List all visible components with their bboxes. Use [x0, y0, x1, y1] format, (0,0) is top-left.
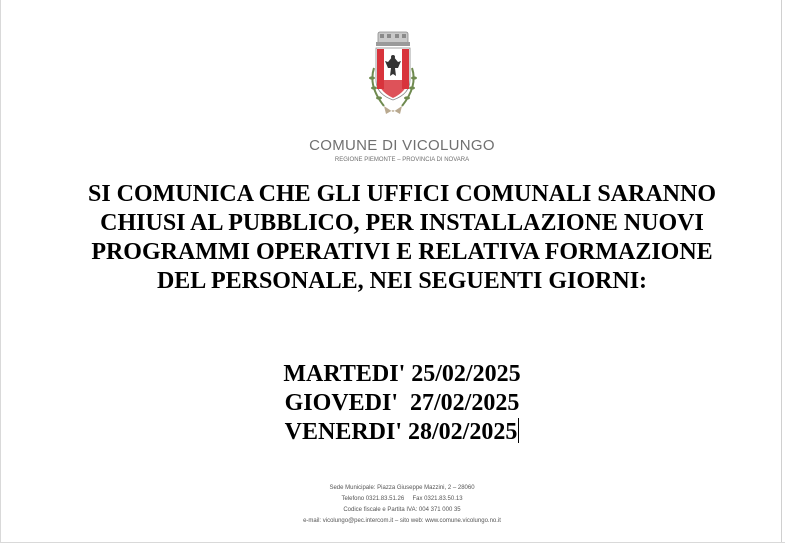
- page-edge: [0, 0, 1, 543]
- footer-phone-fax: Telefono 0321.83.51.26 Fax 0321.83.50.13: [341, 496, 463, 502]
- date-line-text: VENERDI' 28/02/2025: [284, 419, 518, 445]
- date-line: GIOVEDI' 27/02/2025: [284, 390, 520, 416]
- footer-email-website: e-mail: vicolungo@pec.intercom.it – sito web: www.comune.vicolungo.no.it: [303, 518, 501, 524]
- footer-contact-info: [0, 483, 785, 527]
- notice-line: CHIUSI AL PUBBLICO, PER INSTALLAZIONE NUOVI: [100, 210, 704, 236]
- notice-line: SI COMUNICA CHE GLI UFFICI COMUNALI SARANNO: [87, 181, 717, 207]
- notice-line: DEL PERSONALE, NEI SEGUENTI GIORNI:: [156, 268, 648, 294]
- footer-address: Sede Municipale: Piazza Giuseppe Mazzini, 2 – 28060: [329, 485, 475, 491]
- text-cursor: [518, 418, 519, 443]
- organization-region: REGIONE PIEMONTE – PROVINCIA DI NOVARA: [334, 157, 470, 163]
- closure-notice: [40, 180, 764, 296]
- footer-tax-code: Codice fiscale e Partita IVA: 004 371 000 35: [343, 507, 461, 513]
- date-line-last: [0, 418, 785, 447]
- closure-dates: [0, 360, 785, 447]
- page-edge: [781, 0, 782, 543]
- notice-line: PROGRAMMI OPERATIVI E RELATIVA FORMAZIONE: [91, 239, 713, 265]
- municipal-coat-of-arms-icon: [360, 28, 426, 120]
- date-line: MARTEDI' 25/02/2025: [283, 361, 521, 387]
- organization-name: COMUNE DI VICOLUNGO: [309, 137, 495, 154]
